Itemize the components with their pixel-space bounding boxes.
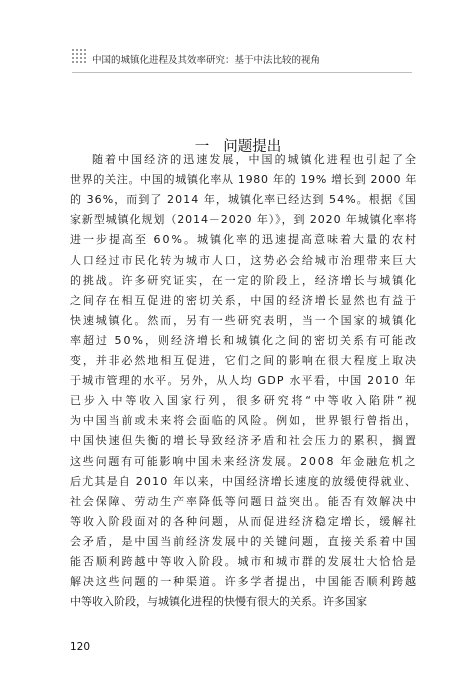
paragraph-line: 的挑战。许多研究证实，在一定的阶段上，经济增长与城镇化: [70, 273, 418, 287]
paragraph-line: 随着中国经济的迅速发展，中国的城镇化进程也引起了全: [92, 153, 419, 166]
paragraph-line: 中国快速但失衡的增长导致经济矛盾和社会压力的累积，搁置: [70, 434, 418, 448]
paragraph-line: 中等收入阶段，与城镇化进程的快慢有很大的关系。许多国家: [70, 595, 367, 609]
paragraph-line: 已步入中等收入国家行列，很多研究将“中等收入陷阱”视: [70, 394, 420, 408]
paragraph-line: 之间存在相互促进的密切关系，中国的经济增长显然也有益于: [70, 293, 418, 307]
paragraph-line: 快速城镇化。然而，另有一些研究表明，当一个国家的城镇化: [70, 313, 418, 327]
paragraph-line: 能否顺利跨越中等收入阶段。城市和城市群的发展壮大恰恰是: [70, 555, 418, 568]
paragraph-line: 社会保障、劳动生产率降低等问题日益突出。能否有效解决中: [70, 494, 418, 508]
section-title: 问题提出: [223, 139, 282, 155]
paragraph-line: 世界的关注。中国的城镇化率从 1980 年的 19% 增长到 2000 年: [70, 173, 418, 187]
header-divider: [72, 72, 412, 73]
paragraph-line: 变，并非必然地相互促进，它们之间的影响在很大程度上取决: [70, 354, 418, 367]
paragraph-line: 为中国当前或未来将会面临的风险。例如，世界银行曾指出，: [70, 414, 418, 428]
section-number: 一: [194, 139, 210, 155]
paragraph-line: 后尤其是自 2010 年以来，中国经济增长速度的放缓使得就业、: [70, 474, 418, 488]
dot-grid-icon: [72, 49, 88, 65]
page-number: 120: [70, 641, 91, 653]
paragraph-line: 这些问题有可能影响中国未来经济发展。2008 年金融危机之: [70, 454, 418, 468]
running-header: [72, 48, 412, 70]
running-header-title: 中国的城镇化进程及其效率研究：基于中法比较的视角: [92, 55, 321, 66]
paragraph-line: 会矛盾，是中国当前经济发展中的关键问题，直接关系着中国: [70, 534, 418, 548]
paragraph-line: 人口经过市民化转为城市人口，这势必会给城市治理带来巨大: [70, 253, 418, 267]
paragraph-line: 进一步提高至 60%。城镇化率的迅速提高意味着大量的农村: [70, 233, 418, 247]
paragraph-line: 解决这些问题的一种渠道。许多学者提出，中国能否顺利跨越: [70, 575, 418, 589]
paragraph-line: 的 36%，而到了 2014 年，城镇化率已经达到 54%。根据《国: [70, 193, 417, 207]
paragraph-line: 等收入阶段面对的各种问题，从而促进经济稳定增长，缓解社: [70, 514, 418, 528]
paragraph-line: 率超过 50%，则经济增长和城镇化之间的密切关系有可能改: [70, 333, 418, 347]
paragraph-line: 家新型城镇化规划（2014－2020 年）》，到 2020 年城镇化率将: [70, 213, 418, 227]
paragraph-line: 于城市管理的水平。另外，从人均 GDP 水平看，中国 2010 年: [70, 374, 417, 388]
